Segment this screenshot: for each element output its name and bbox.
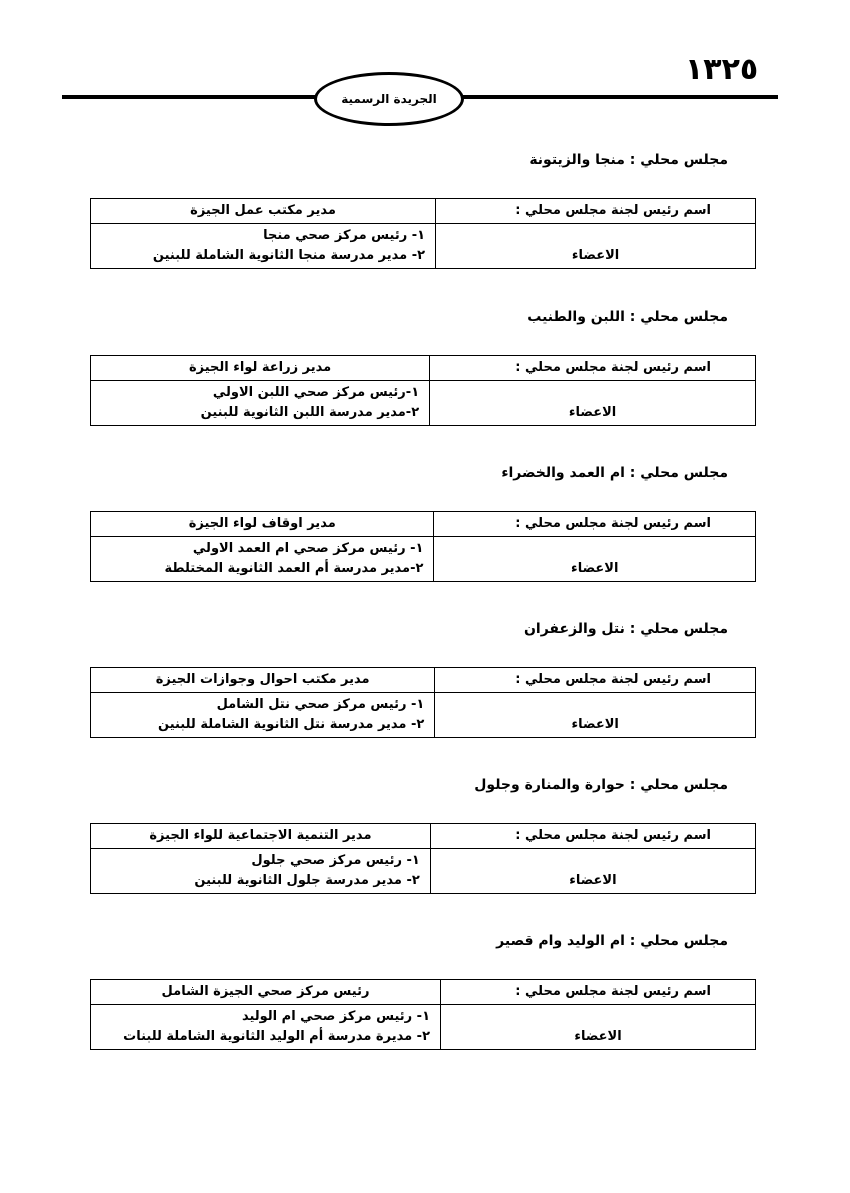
- council-title: مجلس محلي : ام الوليد وام قصير: [496, 933, 728, 949]
- members-list: [91, 537, 434, 582]
- member-item: ١- رئيس مركز صحي ام العمد الاولي: [192, 541, 424, 556]
- member-item: ١- رئيس مركز صحي نتل الشامل: [216, 697, 425, 712]
- council-title: مجلس محلي : اللبن والطنيب: [527, 309, 728, 325]
- member-item: ١- رئيس مركز صحي جلول: [251, 853, 420, 868]
- members-list: [91, 381, 430, 426]
- head-value: مدير التنمية الاجتماعية للواء الجيزة: [91, 824, 431, 849]
- member-item: ١-رئيس مركز صحي اللبن الاولي: [212, 385, 420, 400]
- head-value: مدير زراعة لواء الجيزة: [91, 356, 430, 381]
- head-value: مدير اوقاف لواء الجيزة: [91, 512, 434, 537]
- member-item: ٢-مدير مدرسة اللبن الثانوية للبنين: [200, 405, 420, 420]
- head-label: اسم رئيس لجنة مجلس محلي :: [430, 824, 755, 849]
- council-table: [90, 823, 756, 894]
- member-item: ٢- مدير مدرسة نتل الثانوية الشاملة للبنين: [158, 717, 425, 732]
- gazette-name-oval: [314, 72, 464, 126]
- council-title: مجلس محلي : منجا والزيتونة: [529, 152, 728, 168]
- member-item: ٢-مدير مدرسة أم العمد الثانوية المختلطة: [164, 561, 424, 576]
- member-item: ١- رئيس مركز صحي ام الوليد: [241, 1009, 430, 1024]
- council-table: [90, 198, 756, 269]
- page-number: ١٣٢٥: [685, 52, 759, 87]
- members-list: [91, 224, 436, 269]
- head-label: اسم رئيس لجنة مجلس محلي :: [436, 199, 756, 224]
- council-table: [90, 511, 756, 582]
- member-item: ٢- مديرة مدرسة أم الوليد الثانوية الشاملة للبنات: [123, 1029, 430, 1044]
- head-label: اسم رئيس لجنة مجلس محلي :: [434, 512, 756, 537]
- head-value: مدير مكتب احوال وجوازات الجيزة: [91, 668, 435, 693]
- members-label: الاعضاء: [435, 693, 756, 738]
- members-label: الاعضاء: [436, 224, 756, 269]
- council-title: مجلس محلي : حوارة والمنارة وجلول: [474, 777, 728, 793]
- gazette-name: الجريدة الرسمية: [341, 92, 437, 106]
- members-list: [91, 1005, 441, 1050]
- members-list: [91, 849, 431, 894]
- council-title: مجلس محلي : نتل والزعفران: [523, 621, 728, 637]
- members-list: [91, 693, 435, 738]
- head-label: اسم رئيس لجنة مجلس محلي :: [435, 668, 756, 693]
- member-item: ١- رئيس مركز صحي منجا: [263, 228, 426, 243]
- council-table: [90, 667, 756, 738]
- council-table: [90, 979, 756, 1050]
- member-item: ٢- مدير مدرسة منجا الثانوية الشاملة للبنين: [152, 248, 426, 263]
- head-label: اسم رئيس لجنة مجلس محلي :: [441, 980, 756, 1005]
- council-table: [90, 355, 756, 426]
- members-label: الاعضاء: [430, 381, 756, 426]
- head-value: رئيس مركز صحي الجيزة الشامل: [91, 980, 441, 1005]
- member-item: ٢- مدير مدرسة جلول الثانوية للبنين: [194, 873, 420, 888]
- council-title: مجلس محلي : ام العمد والخضراء: [501, 465, 728, 481]
- head-value: مدير مكتب عمل الجيزة: [91, 199, 436, 224]
- members-label: الاعضاء: [441, 1005, 756, 1050]
- members-label: الاعضاء: [430, 849, 755, 894]
- head-label: اسم رئيس لجنة مجلس محلي :: [430, 356, 756, 381]
- members-label: الاعضاء: [434, 537, 756, 582]
